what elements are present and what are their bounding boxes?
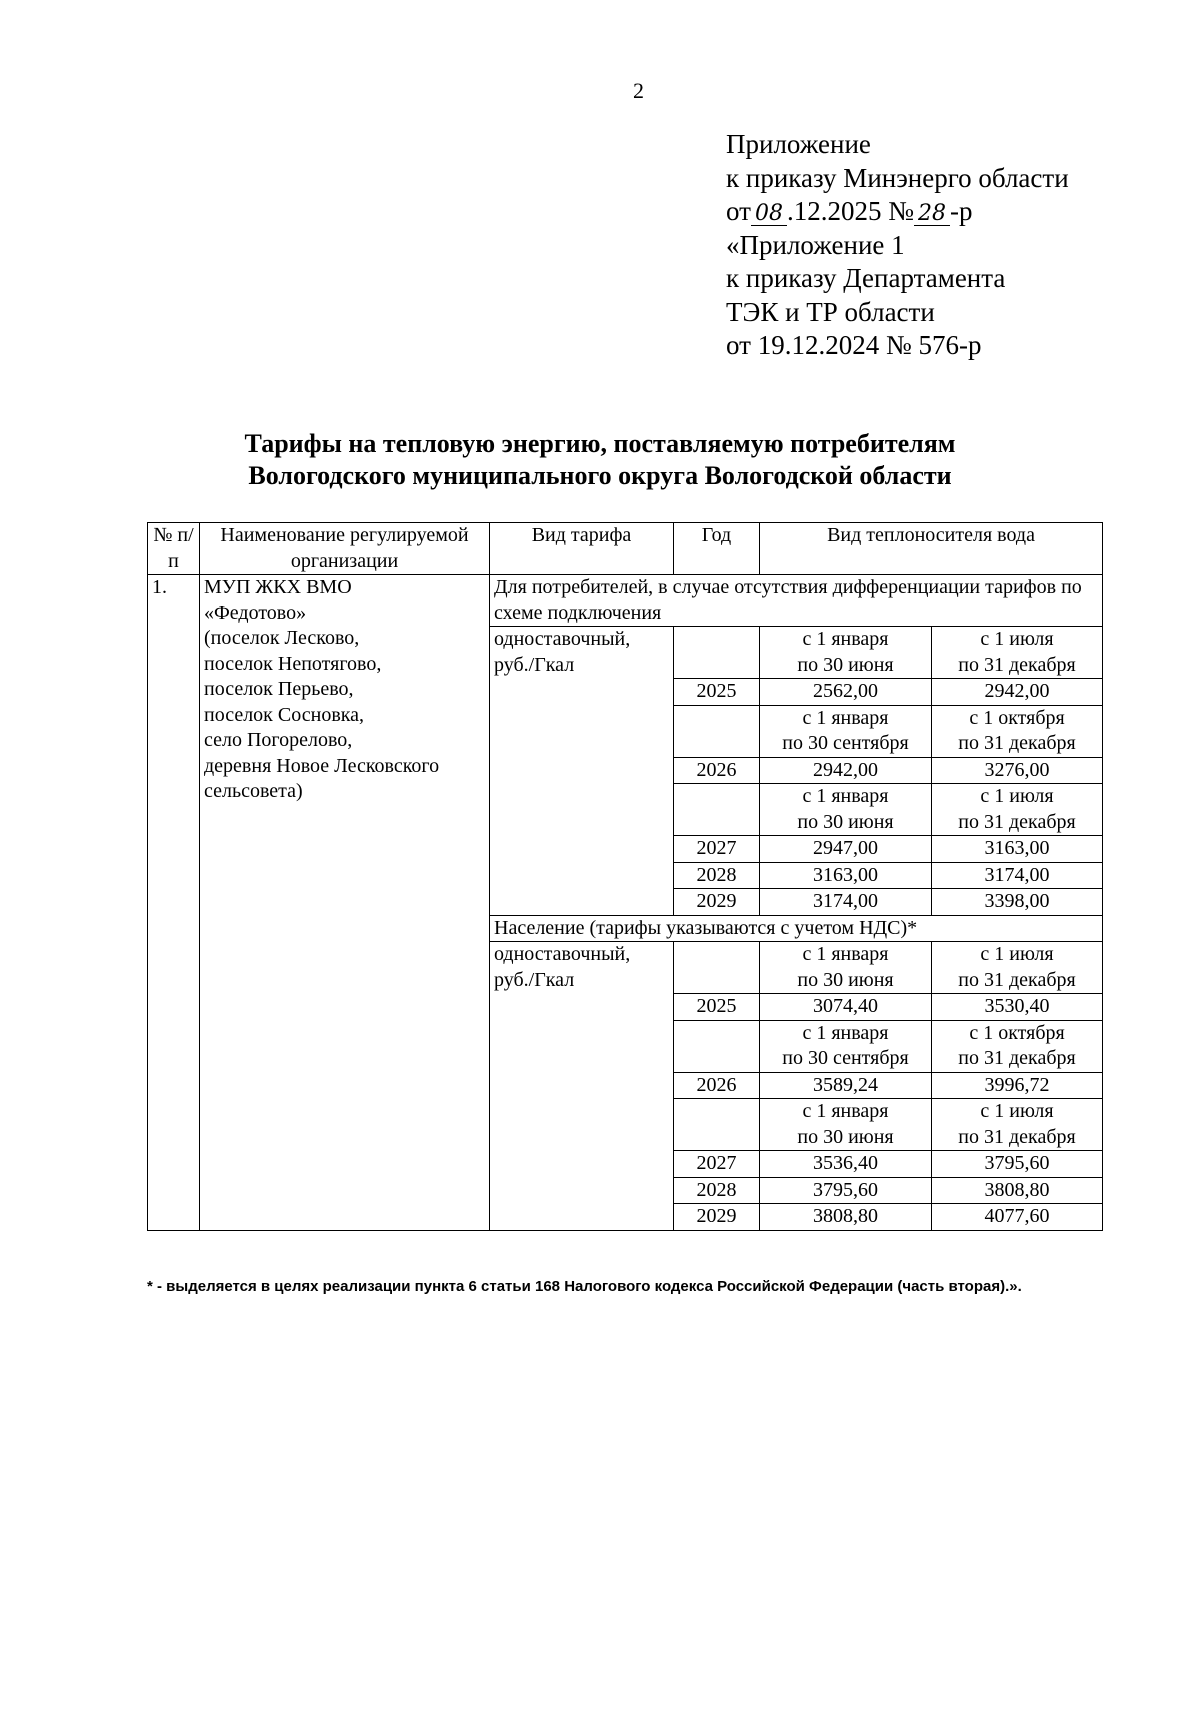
group-label: Население (тарифы указываются с учетом НДС)* (490, 915, 1103, 942)
value-cell: 3163,00 (932, 836, 1103, 863)
org-line: поселок Непотягово, (204, 652, 382, 675)
period-header: с 1 января по 30 июня (760, 942, 932, 994)
document-title (0, 428, 1200, 492)
date-suffix: -р (949, 196, 973, 226)
value-cell: 3808,80 (932, 1177, 1103, 1204)
value-cell: 2947,00 (760, 836, 932, 863)
period-header: с 1 января по 30 июня (760, 784, 932, 836)
appendix-header (726, 128, 1069, 363)
value-cell: 3163,00 (760, 862, 932, 889)
header-year: Год (674, 523, 760, 575)
organization-cell (200, 575, 490, 1231)
value-cell: 3536,40 (760, 1151, 932, 1178)
tariff-table (147, 522, 1103, 1231)
footnote: * - выделяется в целях реализации пункта 6 статьи 168 Налогового кодекса Российской Федерации (часть вторая).». (147, 1278, 1022, 1295)
table-header-row (148, 523, 1103, 575)
value-cell: 3530,40 (932, 994, 1103, 1021)
appendix-line: к приказу Минэнерго области (726, 162, 1069, 193)
org-line: село Погорелово, (204, 729, 353, 751)
value-cell: 2942,00 (760, 757, 932, 784)
value-cell: 2942,00 (932, 679, 1103, 706)
period-header: с 1 октября по 31 декабря (932, 1020, 1103, 1072)
year-empty (674, 784, 760, 836)
value-cell: 3808,80 (760, 1204, 932, 1231)
value-cell: 3174,00 (760, 889, 932, 916)
date-middle: .12.2025 № (786, 196, 914, 226)
tariff-type-cell: одноставочный, руб./Гкал (490, 942, 674, 1231)
header-org: Наименование регулируемой организации (200, 523, 490, 575)
header-carrier: Вид теплоносителя вода (760, 523, 1103, 575)
org-line: сельсовета) (204, 780, 303, 802)
page-number: 2 (633, 78, 644, 103)
year-empty (674, 942, 760, 994)
title-line: Тарифы на тепловую энергию, поставляемую потребителям (244, 429, 956, 458)
appendix-date-line (726, 195, 1069, 229)
title-line: Вологодского муниципального округа Вологодской области (248, 461, 952, 490)
tariff-type-cell: одноставочный, руб./Гкал (490, 627, 674, 916)
period-header: с 1 января по 30 июня (760, 627, 932, 679)
appendix-line: «Приложение 1 (726, 229, 905, 260)
value-cell: 3074,40 (760, 994, 932, 1021)
appendix-line: ТЭК и ТР области (726, 296, 935, 327)
value-cell: 3996,72 (932, 1072, 1103, 1099)
year-cell: 2027 (674, 836, 760, 863)
appendix-line: от 19.12.2024 № 576-р (726, 330, 982, 360)
handwritten-day: 08 (751, 203, 787, 226)
period-header: с 1 июля по 31 декабря (932, 942, 1103, 994)
org-line: МУП ЖКХ ВМО (204, 576, 352, 598)
value-cell: 3795,60 (760, 1177, 932, 1204)
header-type: Вид тарифа (490, 523, 674, 575)
period-header: с 1 июля по 31 декабря (932, 784, 1103, 836)
year-cell: 2027 (674, 1151, 760, 1178)
year-cell: 2026 (674, 757, 760, 784)
group-label: Для потребителей, в случае отсутствия дифференциации тарифов по схеме подключения (490, 575, 1103, 627)
value-cell: 3174,00 (932, 862, 1103, 889)
period-header: с 1 июля по 31 декабря (932, 627, 1103, 679)
period-header: с 1 января по 30 сентября (760, 705, 932, 757)
org-line: (поселок Лесково, (204, 627, 360, 649)
year-empty (674, 1099, 760, 1151)
year-cell: 2025 (674, 994, 760, 1021)
value-cell: 3795,60 (932, 1151, 1103, 1178)
value-cell: 4077,60 (932, 1204, 1103, 1231)
org-line: «Федотово» (204, 601, 307, 624)
period-header: с 1 июля по 31 декабря (932, 1099, 1103, 1151)
header-num: № п/п (148, 523, 200, 575)
year-cell: 2029 (674, 1204, 760, 1231)
year-cell: 2026 (674, 1072, 760, 1099)
period-header: с 1 января по 30 июня (760, 1099, 932, 1151)
org-line: поселок Перьево, (204, 678, 354, 700)
date-prefix: от (726, 196, 751, 226)
year-empty (674, 627, 760, 679)
year-empty (674, 705, 760, 757)
period-header: с 1 октября по 31 декабря (932, 705, 1103, 757)
table-row (148, 575, 1103, 627)
row-number: 1. (148, 575, 200, 1231)
period-header: с 1 января по 30 сентября (760, 1020, 932, 1072)
value-cell: 3398,00 (932, 889, 1103, 916)
value-cell: 3276,00 (932, 757, 1103, 784)
handwritten-number: 28 (914, 203, 950, 226)
year-cell: 2025 (674, 679, 760, 706)
year-cell: 2029 (674, 889, 760, 916)
year-cell: 2028 (674, 862, 760, 889)
org-line: деревня Новое Лесковского (204, 754, 440, 777)
org-line: поселок Сосновка, (204, 703, 365, 726)
year-cell: 2028 (674, 1177, 760, 1204)
year-empty (674, 1020, 760, 1072)
value-cell: 3589,24 (760, 1072, 932, 1099)
value-cell: 2562,00 (760, 679, 932, 706)
appendix-line: Приложение (726, 129, 871, 159)
appendix-line: к приказу Департамента (726, 263, 1006, 293)
